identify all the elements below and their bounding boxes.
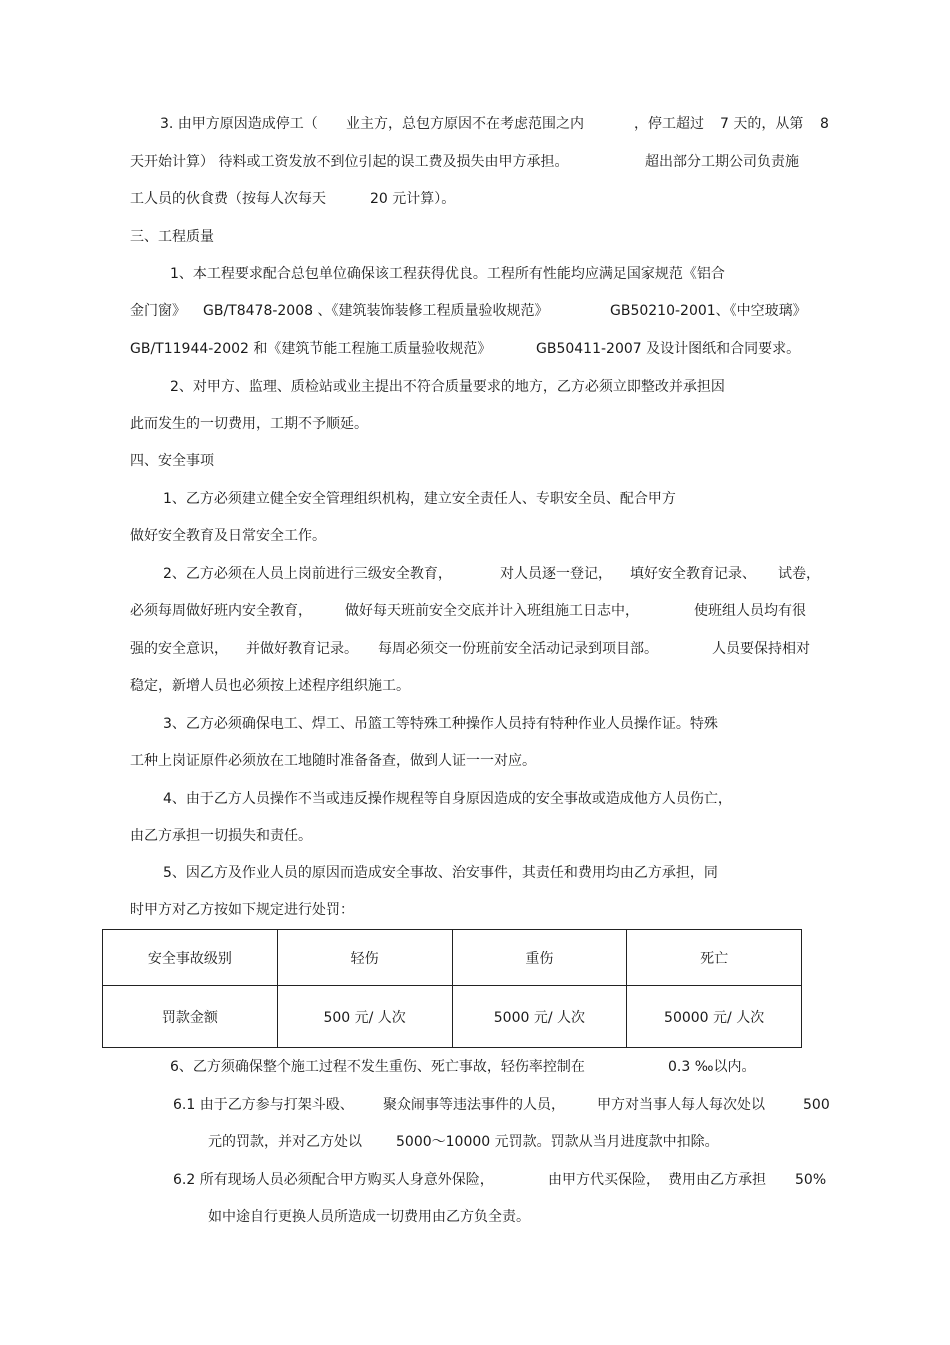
table-cell: 罚款金额 bbox=[103, 986, 278, 1048]
text-fragment: 6.2 所有现场人员必须配合甲方购买人身意外保险， bbox=[173, 1172, 494, 1188]
safety-item-5-line-2: 时甲方对乙方按如下规定进行处罚： bbox=[130, 902, 354, 918]
text-fragment: 使班组人员均有很 bbox=[694, 603, 806, 619]
text-fragment: 费用由乙方承担 bbox=[668, 1172, 766, 1188]
text-fragment: 超出部分工期公司负责施 bbox=[645, 154, 799, 170]
text-fragment: 业主方，总包方原因不在考虑范围之内 bbox=[346, 116, 584, 132]
quality-item-2-line-2: 此而发生的一切费用，工期不予顺延。 bbox=[130, 416, 368, 432]
text-fragment: 6.1 由于乙方参与打架斗殴、 bbox=[173, 1097, 354, 1113]
safety-item-6-2-line-2: 如中途自行更换人员所造成一切费用由乙方负全责。 bbox=[208, 1209, 530, 1225]
text-fragment: 人员要保持相对 bbox=[712, 641, 810, 657]
table-header-cell: 安全事故级别 bbox=[103, 930, 278, 986]
text-fragment: 甲方对当事人每人每次处以 bbox=[597, 1097, 765, 1113]
text-fragment: GB/T11944-2002 和《建筑节能工程施工质量验收规范》 bbox=[130, 341, 492, 357]
table-header-cell: 轻伤 bbox=[277, 930, 452, 986]
safety-item-1-line-1: 1、乙方必须建立健全安全管理组织机构，建立安全责任人、专职安全员、配合甲方 bbox=[163, 491, 676, 507]
text-fragment: 每周必须交一份班前安全活动记录到项目部。 bbox=[378, 641, 658, 657]
penalty-table bbox=[102, 929, 802, 1048]
text-fragment: 必须每周做好班内安全教育， bbox=[130, 603, 312, 619]
text-fragment: 对人员逐一登记， bbox=[500, 566, 612, 582]
table-header-cell: 重伤 bbox=[452, 930, 627, 986]
text-fragment: 由甲方代买保险， bbox=[548, 1172, 660, 1188]
text-fragment: 试卷， bbox=[778, 566, 820, 582]
text-fragment: GB50411-2007 及设计图纸和合同要求。 bbox=[536, 341, 801, 357]
safety-item-2-line-4: 稳定，新增人员也必须按上述程序组织施工。 bbox=[130, 678, 410, 694]
text-fragment: 3. 由甲方原因造成停工（ bbox=[160, 116, 318, 132]
text-fragment: 并做好教育记录。 bbox=[246, 641, 358, 657]
text-fragment: GB/T8478-2008 、《建筑装饰装修工程质量验收规范》 bbox=[203, 303, 549, 319]
text-fragment: 天开始计算） 待料或工资发放不到位引起的误工费及损失由甲方承担。 bbox=[130, 154, 569, 170]
text-fragment: 50% bbox=[795, 1172, 827, 1188]
text-fragment: ，停工超过 bbox=[634, 116, 704, 132]
text-fragment: 20 元计算）。 bbox=[370, 191, 456, 207]
section-heading-safety: 四、安全事项 bbox=[130, 453, 214, 469]
text-fragment: 金门窗》 bbox=[130, 303, 186, 319]
table-header-row bbox=[103, 930, 802, 986]
text-fragment: 元的罚款，并对乙方处以 bbox=[208, 1134, 362, 1150]
safety-item-1-line-2: 做好安全教育及日常安全工作。 bbox=[130, 528, 326, 544]
text-fragment: 5000～10000 元罚款。罚款从当月进度款中扣除。 bbox=[396, 1134, 719, 1150]
safety-item-4-line-1: 4、由于乙方人员操作不当或违反操作规程等自身原因造成的安全事故或造成他方人员伤亡， bbox=[163, 791, 732, 807]
safety-item-4-line-2: 由乙方承担一切损失和责任。 bbox=[130, 828, 312, 844]
quality-item-2-line-1: 2、对甲方、监理、质检站或业主提出不符合质量要求的地方，乙方必须立即整改并承担因 bbox=[170, 379, 725, 395]
safety-item-5-line-1: 5、因乙方及作业人员的原因而造成安全事故、治安事件，其责任和费用均由乙方承担，同 bbox=[163, 865, 718, 881]
text-fragment: 填好安全教育记录、 bbox=[630, 566, 756, 582]
safety-item-3-line-1: 3、乙方必须确保电工、焊工、吊篮工等特殊工种操作人员持有特种作业人员操作证。特殊 bbox=[163, 716, 718, 732]
text-fragment: 2、乙方必须在人员上岗前进行三级安全教育， bbox=[163, 566, 452, 582]
text-fragment: 8 bbox=[820, 116, 829, 132]
text-fragment: 工人员的伙食费（按每人次每天 bbox=[130, 191, 326, 207]
text-fragment: 聚众闹事等违法事件的人员， bbox=[383, 1097, 565, 1113]
safety-item-3-line-2: 工种上岗证原件必须放在工地随时准备备查，做到人证一一对应。 bbox=[130, 753, 536, 769]
text-fragment: 500 bbox=[803, 1097, 830, 1113]
text-fragment: 强的安全意识， bbox=[130, 641, 228, 657]
section-heading-quality: 三、工程质量 bbox=[130, 229, 214, 245]
table-header-cell: 死亡 bbox=[627, 930, 802, 986]
table-cell: 5000 元/ 人次 bbox=[452, 986, 627, 1048]
quality-item-1-line-1: 1、本工程要求配合总包单位确保该工程获得优良。工程所有性能均应满足国家规范《铝合 bbox=[170, 266, 725, 282]
table-cell: 500 元/ 人次 bbox=[277, 986, 452, 1048]
text-fragment: 0.3 ‰以内。 bbox=[668, 1059, 756, 1075]
text-fragment: GB50210-2001、《中空玻璃》 bbox=[610, 303, 807, 319]
table-row bbox=[103, 986, 802, 1048]
text-fragment: 做好每天班前安全交底并计入班组施工日志中， bbox=[345, 603, 639, 619]
text-fragment: 6、乙方须确保整个施工过程不发生重伤、死亡事故，轻伤率控制在 bbox=[170, 1059, 585, 1075]
text-fragment: 7 天的，从第 bbox=[720, 116, 804, 132]
table-cell: 50000 元/ 人次 bbox=[627, 986, 802, 1048]
